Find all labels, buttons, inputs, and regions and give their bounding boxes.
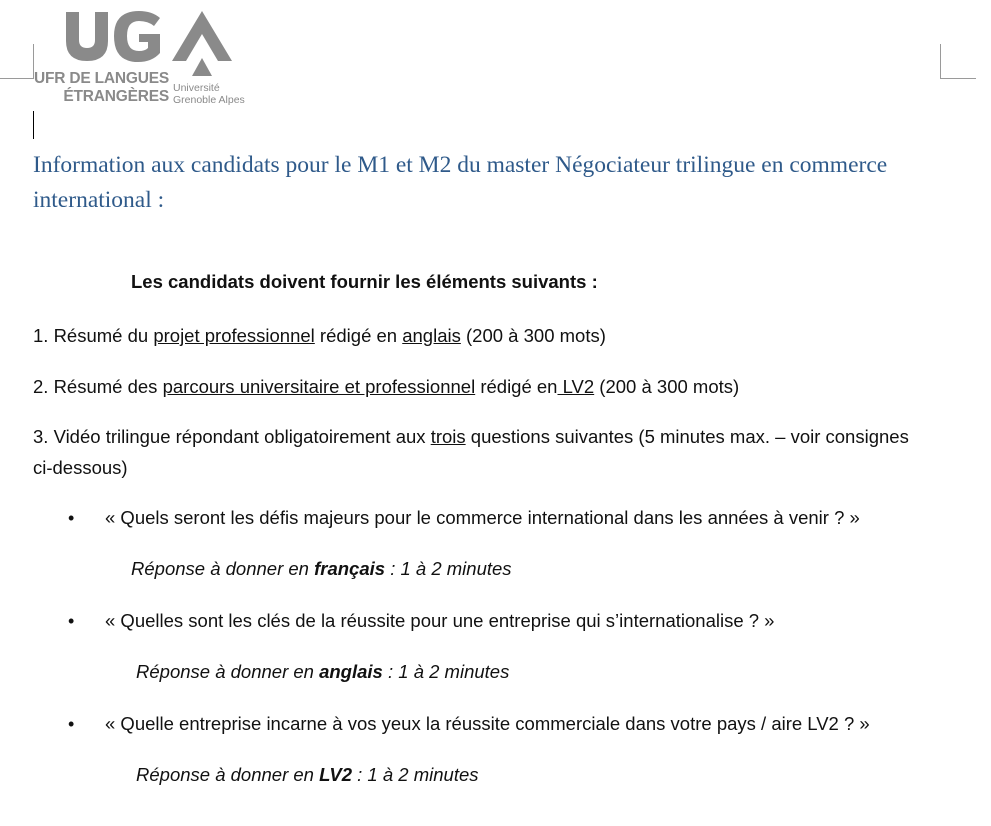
item-3-underlined-trois: trois <box>430 426 466 447</box>
logo-ufr-text <box>32 70 169 106</box>
item-2-underlined-parcours: parcours universitaire et professionnel <box>162 376 476 397</box>
crop-mark-right-horizontal <box>941 78 976 79</box>
question-3 <box>68 713 870 735</box>
item-2-underlined-language: LV2 <box>557 376 595 397</box>
answer-2-prefix: Réponse à donner en <box>136 661 320 682</box>
logo-ufr-line1: UFR DE LANGUES <box>34 70 169 87</box>
answer-2 <box>136 661 509 683</box>
item-1-middle: rédigé en <box>314 325 403 346</box>
crop-mark-right-vertical <box>940 44 941 79</box>
item-2-suffix: (200 à 300 mots) <box>594 376 740 397</box>
answer-3-suffix: : 1 à 2 minutes <box>352 764 479 785</box>
requirement-item-3 <box>33 421 913 483</box>
answer-1-suffix: : 1 à 2 minutes <box>385 558 512 579</box>
question-2 <box>68 610 774 632</box>
requirement-item-1 <box>33 320 923 351</box>
item-1-prefix: 1. Résumé du <box>33 325 154 346</box>
bullet-icon: • <box>68 611 75 631</box>
intro-heading: Les candidats doivent fournir les éléments suivants : <box>131 271 598 292</box>
document-title: Information aux candidats pour le M1 et M2 du master Négociateur trilingue en commerce international : <box>33 152 888 213</box>
item-2-middle: rédigé en <box>475 376 558 397</box>
answer-1 <box>131 558 512 580</box>
text-cursor <box>33 111 34 139</box>
uga-logo-mark-icon <box>32 6 242 78</box>
question-2-text: « Quelles sont les clés de la réussite pour une entreprise qui s’internationalise ? » <box>105 610 775 631</box>
item-1-suffix: (200 à 300 mots) <box>460 325 606 346</box>
item-1-underlined-language: anglais <box>402 325 461 346</box>
item-2-prefix: 2. Résumé des <box>33 376 163 397</box>
answer-1-language: français <box>314 558 386 579</box>
answer-3 <box>136 764 479 786</box>
question-1-text: « Quels seront les défis majeurs pour le commerce international dans les années à venir ? » <box>105 507 860 528</box>
logo-university-text <box>173 82 245 106</box>
item-3-suffix: questions suivantes (5 minutes max. – voir consignes ci-dessous) <box>33 426 909 478</box>
bullet-icon: • <box>68 508 75 528</box>
logo-univ-line2: Grenoble Alpes <box>173 94 245 106</box>
question-3-text: « Quelle entreprise incarne à vos yeux la réussite commerciale dans votre pays / aire LV2 ? » <box>105 713 870 734</box>
ufr-uga-logo <box>32 6 262 106</box>
answer-3-language: LV2 <box>319 764 353 785</box>
requirement-item-2 <box>33 371 923 402</box>
answer-2-suffix: : 1 à 2 minutes <box>382 661 510 682</box>
question-1 <box>68 507 860 529</box>
item-3-prefix: 3. Vidéo trilingue répondant obligatoirement aux <box>33 426 431 447</box>
logo-univ-line1: Université <box>173 82 220 94</box>
answer-2-language: anglais <box>319 661 383 682</box>
item-1-underlined-project: projet professionnel <box>153 325 315 346</box>
crop-mark-left-horizontal <box>0 78 34 79</box>
answer-3-prefix: Réponse à donner en <box>136 764 320 785</box>
answer-1-prefix: Réponse à donner en <box>131 558 315 579</box>
logo-ufr-line2: ÉTRANGÈRES <box>63 88 169 105</box>
bullet-icon: • <box>68 714 75 734</box>
